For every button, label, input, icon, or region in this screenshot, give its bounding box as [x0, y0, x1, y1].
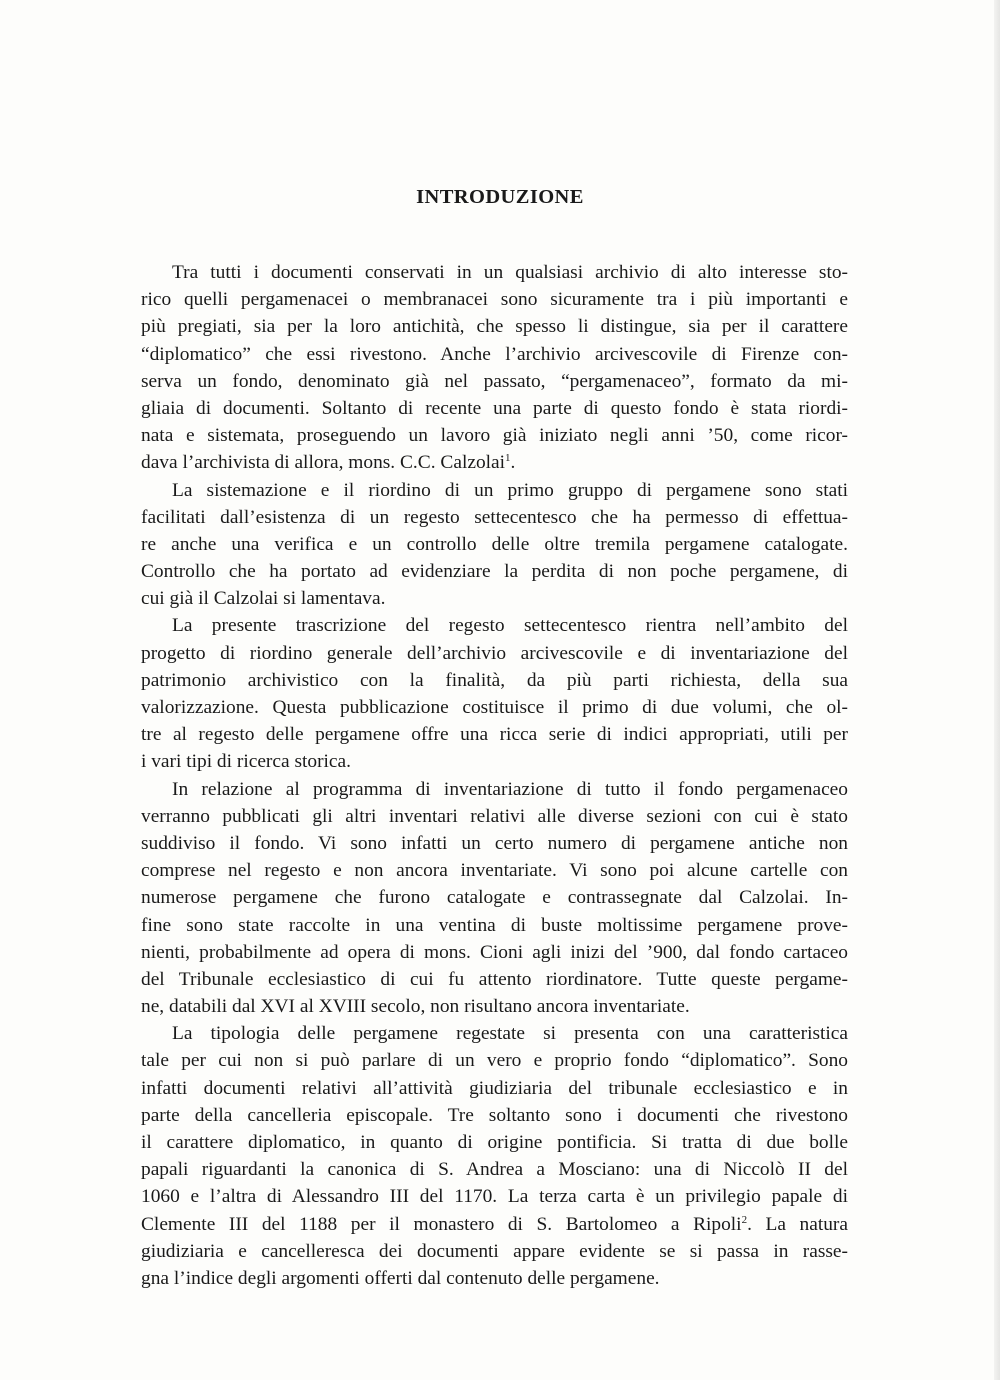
footnote-marker[interactable]: 2	[741, 1213, 748, 1226]
line-text: rico quelli pergamenacei o membranacei sono sicuramente tra i più importanti e	[141, 289, 848, 311]
line-text: comprese nel regesto e non ancora inventariate. Vi sono poi alcune cartelle con	[141, 860, 848, 882]
line-text: nienti, probabilmente ad opera di mons. Cioni agli inizi del ’900, dal fondo cartaceo	[141, 941, 848, 963]
line-text: La tipologia delle pergamene regestate si presenta con una caratteristica	[172, 1023, 848, 1045]
line-text: infatti documenti relativi all’attività giudiziaria del tribunale ecclesiastico e in	[141, 1077, 848, 1099]
text-line	[141, 1238, 848, 1265]
line-text: parte della cancelleria episcopale. Tre soltanto sono i documenti che rivestono	[141, 1104, 848, 1126]
text-line	[141, 1211, 848, 1238]
text-line	[141, 1047, 848, 1074]
line-text: il carattere diplomatico, in quanto di origine pontificia. Si tratta di due bolle	[141, 1132, 848, 1153]
footnote-marker[interactable]: 1	[505, 452, 511, 465]
body-text	[141, 259, 848, 1292]
text-line	[141, 422, 848, 449]
paragraph	[141, 1020, 848, 1292]
text-line	[141, 884, 848, 911]
paragraph	[141, 477, 848, 613]
line-text: verranno pubblicati gli altri inventari relativi alle diverse sezioni con cui è stato	[141, 805, 848, 827]
line-text: giudiziaria e cancelleresca dei documenti appare evidente se si passa in rasse-	[141, 1240, 848, 1262]
line-text: fine sono state raccolte in una ventina di buste moltissime pergamene prove-	[141, 914, 848, 936]
text-line	[141, 966, 848, 993]
paragraph	[141, 612, 848, 775]
text-line	[141, 1129, 848, 1156]
line-text: cui già il Calzolai si lamentava.	[141, 588, 386, 610]
text-line	[141, 531, 848, 558]
line-text: patrimonio archivistico con la finalità, da più parti richiesta, della sua	[141, 669, 848, 691]
line-text: tale per cui non si può parlare di un vero e proprio fondo “diplomatico”. Sono	[141, 1050, 848, 1072]
text-line	[141, 912, 848, 939]
line-text: re anche una verifica e un controllo delle oltre tremila pergamene catalogate.	[141, 533, 848, 555]
line-text: ne, databili dal XVI al XVIII secolo, non risultano ancora inventariate.	[141, 996, 690, 1018]
line-text: progetto di riordino generale dell’archivio arcivescovile e di inventariazione del	[141, 642, 848, 664]
text-line	[141, 1075, 848, 1102]
text-line	[141, 612, 848, 639]
text-line	[141, 993, 848, 1020]
line-text: i vari tipi di ricerca storica.	[141, 751, 351, 773]
line-text: Clemente III del 1188 per il monastero di S. Bartolomeo a Ripoli	[141, 1213, 742, 1235]
paragraph	[141, 259, 848, 477]
line-text: valorizzazione. Questa pubblicazione costituisce il primo di due volumi, che ol-	[141, 697, 848, 718]
text-line	[141, 667, 848, 694]
line-text: gna l’indice degli argomenti offerti dal contenuto delle pergamene.	[141, 1267, 660, 1289]
line-text: dava l’archivista di allora, mons. C.C. Calzolai	[141, 452, 506, 474]
text-line	[141, 1183, 848, 1210]
text-line	[141, 286, 848, 313]
line-tail: .	[510, 452, 516, 474]
line-text: tre al regesto delle pergamene offre una ricca serie di indici appropriati, utili per	[141, 724, 848, 746]
text-line	[141, 748, 848, 775]
text-line	[141, 585, 848, 612]
text-line	[141, 368, 848, 395]
text-line	[141, 1020, 848, 1047]
paragraph	[141, 776, 848, 1021]
line-text: suddiviso il fondo. Vi sono infatti un certo numero di pergamene antiche non	[141, 832, 848, 854]
line-text: “diplomatico” che essi rivestono. Anche l’archivio arcivescovile di Firenze con-	[141, 343, 848, 365]
line-text: serva un fondo, denominato già nel passato, “pergamenaceo”, formato da mi-	[141, 370, 848, 392]
line-text: più pregiati, sia per la loro antichità, che spesso li distingue, sia per il carattere	[141, 316, 848, 338]
line-text: papali riguardanti la canonica di S. Andrea a Mosciano: una di Niccolò II del	[141, 1159, 848, 1181]
line-text: facilitati dall’esistenza di un regesto settecentesco che ha permesso di effettua-	[141, 506, 848, 528]
line-text: La sistemazione e il riordino di un primo gruppo di pergamene sono stati	[172, 479, 848, 501]
text-line	[141, 803, 848, 830]
text-line	[141, 1102, 848, 1129]
line-text: gliaia di documenti. Soltanto di recente una parte di questo fondo è stata riordi-	[141, 397, 848, 419]
text-line	[141, 640, 848, 667]
line-text: Tra tutti i documenti conservati in un qualsiasi archivio di alto interesse sto-	[172, 262, 848, 283]
line-tail: . La natura	[747, 1213, 848, 1235]
line-text: La presente trascrizione del regesto settecentesco rientra nell’ambito del	[172, 615, 848, 637]
line-text: Controllo che ha portato ad evidenziare la perdita di non poche pergamene, di	[141, 561, 848, 583]
text-line	[141, 558, 848, 585]
text-line	[141, 259, 848, 286]
text-line	[141, 341, 848, 368]
text-line	[141, 395, 848, 422]
text-line	[141, 504, 848, 531]
text-line	[141, 1156, 848, 1183]
text-line	[141, 1265, 848, 1292]
line-text: del Tribunale ecclesiastico di cui fu attento riordinatore. Tutte queste pergame-	[141, 968, 848, 990]
line-text: 1060 e l’altra di Alessandro III del 1170. La terza carta è un privilegio papale di	[141, 1186, 848, 1208]
text-line	[141, 449, 848, 476]
text-line	[141, 694, 848, 721]
text-line	[141, 939, 848, 966]
text-line	[141, 721, 848, 748]
text-line	[141, 830, 848, 857]
line-text: In relazione al programma di inventariazione di tutto il fondo pergamenaceo	[172, 778, 848, 800]
text-line	[141, 313, 848, 340]
text-line	[141, 857, 848, 884]
page-title: INTRODUZIONE	[416, 186, 584, 208]
line-text: nata e sistemata, proseguendo un lavoro già iniziato negli anni ’50, come ricor-	[141, 425, 848, 447]
line-text: numerose pergamene che furono catalogate e contrassegnate dal Calzolai. In-	[141, 887, 848, 909]
text-line	[141, 776, 848, 803]
text-line	[141, 477, 848, 504]
